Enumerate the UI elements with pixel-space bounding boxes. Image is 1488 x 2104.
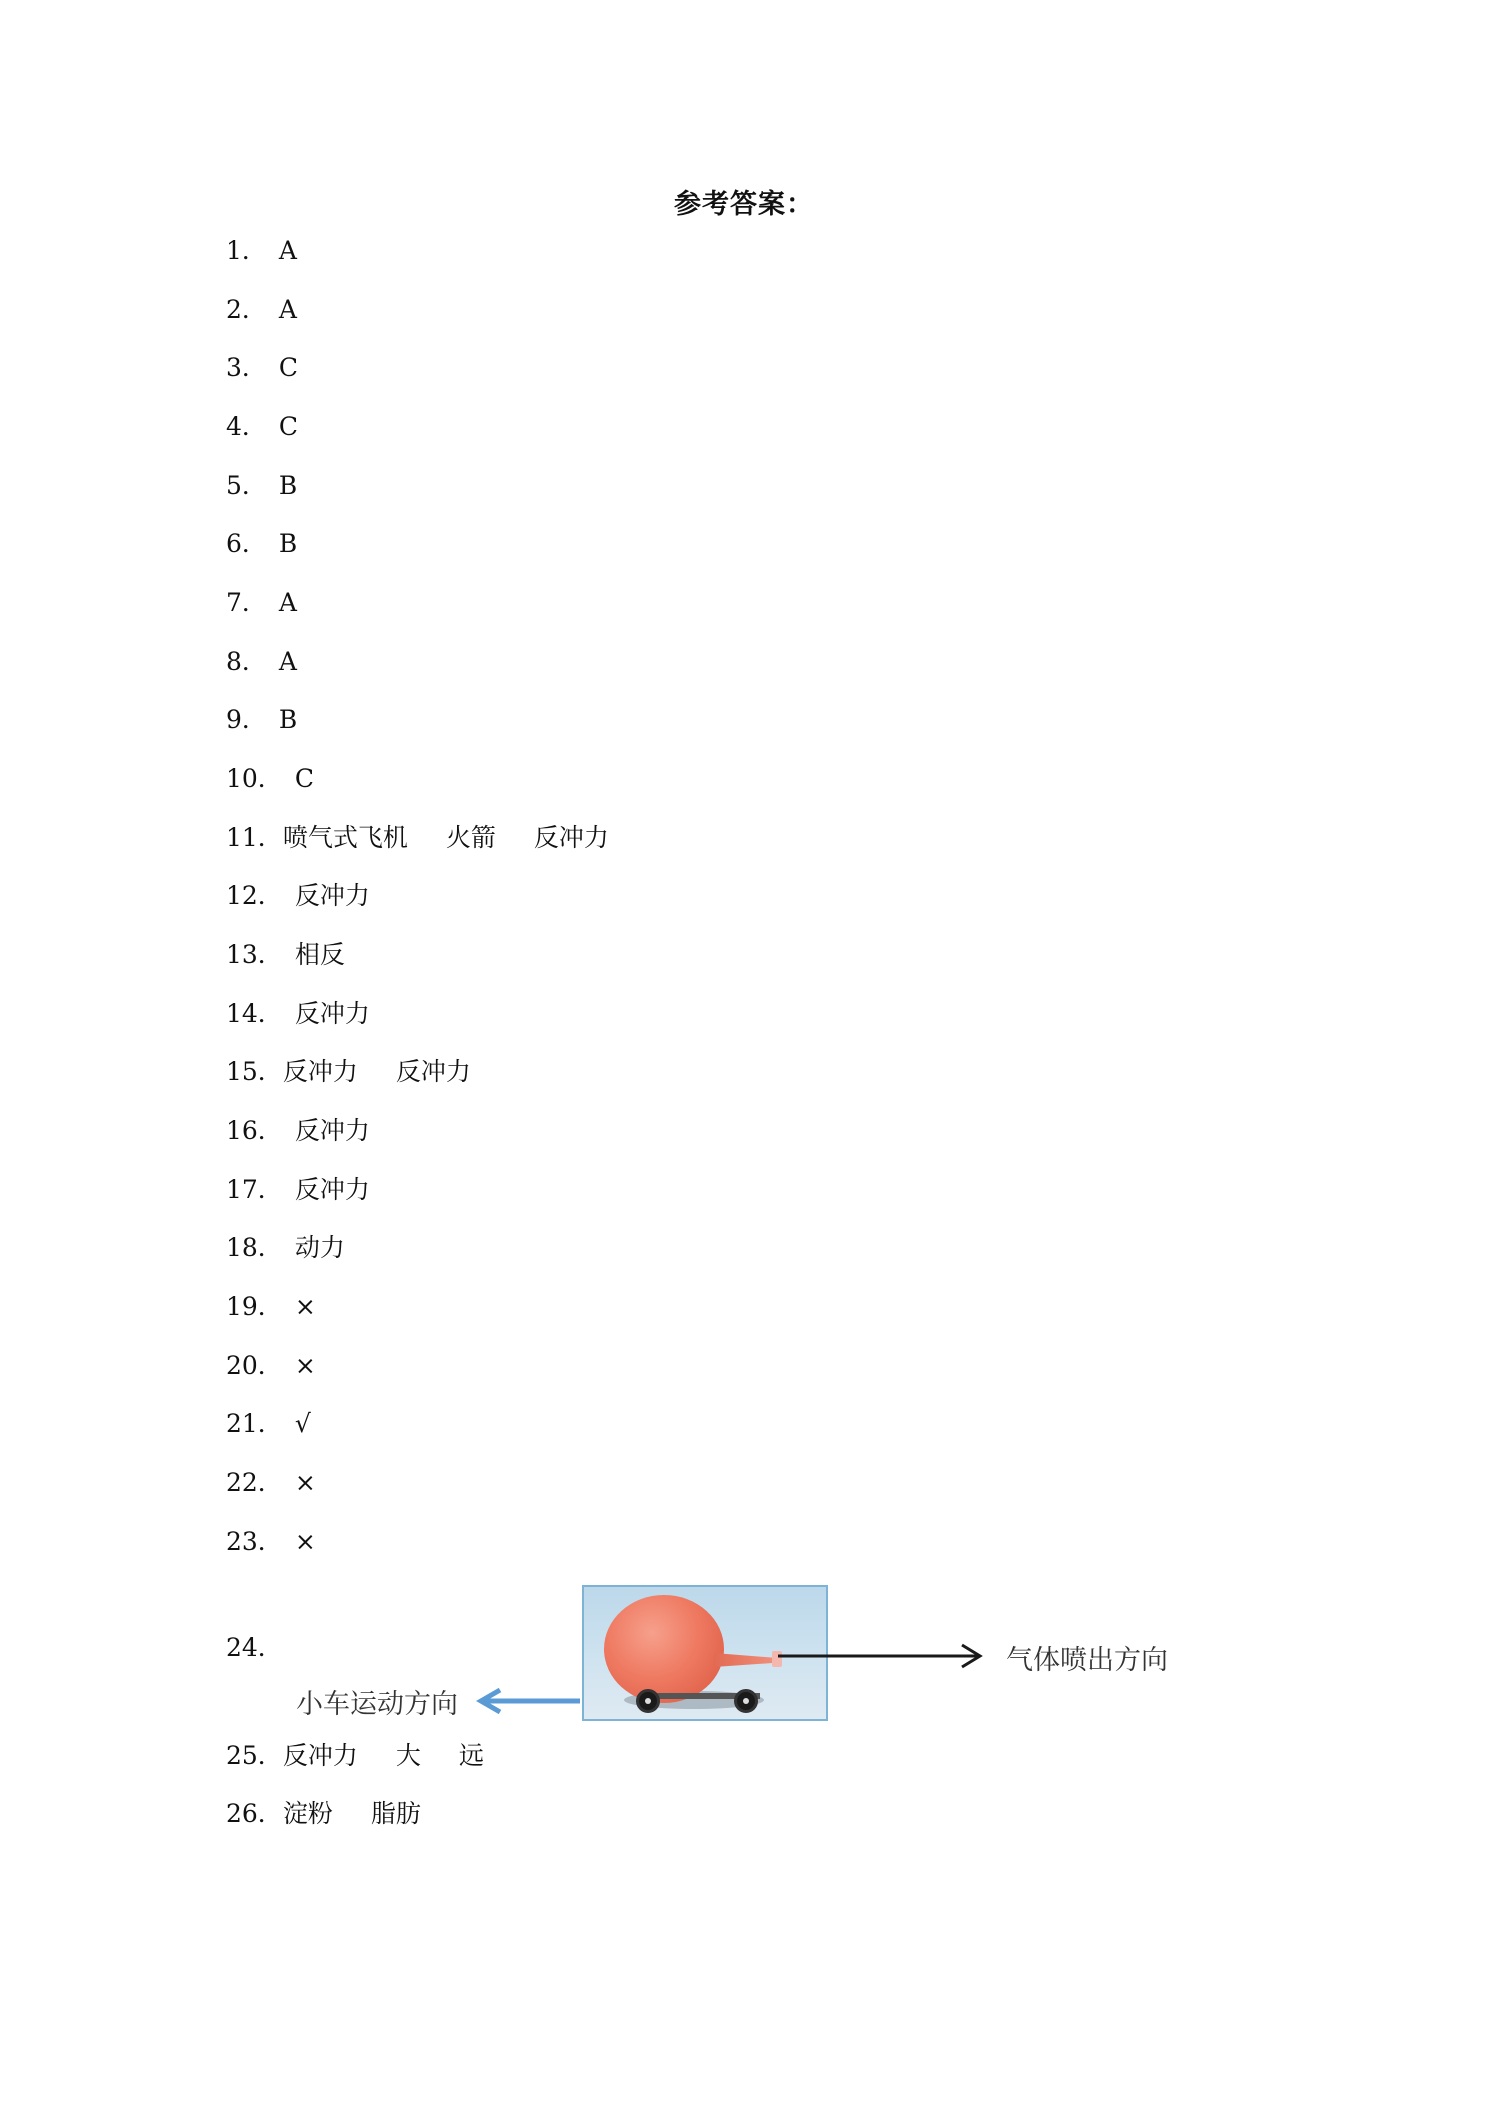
answer-value: A bbox=[278, 236, 297, 265]
balloon bbox=[604, 1595, 724, 1703]
page-title: 参考答案： bbox=[674, 189, 814, 220]
answer-item bbox=[226, 1798, 421, 1830]
balloon-nozzle bbox=[772, 1651, 782, 1667]
answer-value: B bbox=[278, 705, 298, 734]
answer-value: 反冲力 bbox=[294, 999, 370, 1028]
answer-item bbox=[226, 528, 297, 560]
answer-value: B bbox=[278, 471, 298, 500]
answer-value: 相反 bbox=[294, 940, 345, 969]
answer-value: C bbox=[278, 353, 299, 382]
answer-value: B bbox=[278, 529, 298, 558]
answer-number: 1． bbox=[226, 236, 267, 265]
answer-number: 25． bbox=[226, 1741, 283, 1770]
answer-item bbox=[226, 763, 314, 795]
answer-value: × bbox=[294, 1527, 316, 1556]
answer-number: 26． bbox=[226, 1799, 283, 1828]
car-direction-label: 小车运动方向 bbox=[296, 1689, 458, 1720]
answer-item bbox=[226, 880, 370, 912]
answer-number: 16． bbox=[226, 1116, 283, 1145]
answer-number: 15． bbox=[226, 1057, 283, 1086]
answer-number: 20． bbox=[226, 1351, 283, 1380]
answer-number: 24． bbox=[226, 1633, 283, 1662]
answer-blank: 喷气式飞机 bbox=[282, 823, 408, 852]
answer-item bbox=[226, 1408, 311, 1440]
answer-item bbox=[226, 294, 297, 326]
answer-value: 动力 bbox=[294, 1233, 345, 1262]
answer-number: 4． bbox=[226, 412, 267, 441]
answer-item bbox=[226, 822, 609, 854]
answer-item bbox=[226, 704, 297, 736]
answer-item bbox=[226, 1291, 316, 1323]
answer-item bbox=[226, 1115, 370, 1147]
answer-value: × bbox=[294, 1468, 316, 1497]
answer-value: √ bbox=[294, 1409, 311, 1438]
answer-value: A bbox=[278, 588, 297, 617]
answer-item bbox=[226, 470, 297, 502]
answer-value: A bbox=[278, 295, 297, 324]
answer-value: × bbox=[294, 1351, 316, 1380]
answer-blank: 反冲力 bbox=[533, 823, 609, 852]
answer-number: 12． bbox=[226, 881, 283, 910]
balloon-neck bbox=[714, 1653, 776, 1667]
answer-item bbox=[226, 1232, 345, 1264]
answer-item bbox=[226, 1174, 370, 1206]
answer-blank: 反冲力 bbox=[282, 1057, 358, 1086]
answer-number: 14． bbox=[226, 999, 283, 1028]
answer-value: 反冲力 bbox=[294, 881, 370, 910]
answer-blank: 脂肪 bbox=[370, 1799, 421, 1828]
answer-item bbox=[226, 235, 297, 267]
answer-item bbox=[226, 1740, 484, 1772]
answer-value: A bbox=[278, 647, 297, 676]
answer-number: 11． bbox=[226, 823, 283, 852]
answer-number: 18． bbox=[226, 1233, 283, 1262]
answer-item bbox=[226, 587, 297, 619]
answer-blank: 火箭 bbox=[445, 823, 496, 852]
answer-number: 22． bbox=[226, 1468, 283, 1497]
answer-number: 2． bbox=[226, 295, 267, 324]
answer-item bbox=[226, 1350, 316, 1382]
answer-item bbox=[226, 939, 345, 971]
answer-number: 5． bbox=[226, 471, 267, 500]
car-wheel bbox=[636, 1689, 660, 1713]
answer-value: C bbox=[278, 412, 299, 441]
answer-item bbox=[226, 352, 298, 384]
balloon-car-image bbox=[582, 1585, 828, 1721]
answer-number: 7． bbox=[226, 588, 267, 617]
answer-item bbox=[226, 1526, 316, 1558]
answer-item bbox=[226, 998, 370, 1030]
answer-number: 23． bbox=[226, 1527, 283, 1556]
answer-value: × bbox=[294, 1292, 316, 1321]
gas-direction-label: 气体喷出方向 bbox=[1006, 1645, 1168, 1676]
answer-blank: 大 bbox=[395, 1741, 421, 1770]
answer-number: 19． bbox=[226, 1292, 283, 1321]
answer-item bbox=[226, 1467, 316, 1499]
answer-value: 反冲力 bbox=[294, 1175, 370, 1204]
answer-number: 13． bbox=[226, 940, 283, 969]
answer-blank: 反冲力 bbox=[395, 1057, 471, 1086]
answer-item bbox=[226, 411, 298, 443]
answer-number: 17． bbox=[226, 1175, 283, 1204]
car-direction-arrow bbox=[481, 1690, 580, 1712]
answer-item bbox=[226, 646, 297, 678]
answer-value: 反冲力 bbox=[294, 1116, 370, 1145]
answer-value: C bbox=[294, 764, 314, 793]
answer-number: 10． bbox=[226, 764, 283, 793]
answer-number: 6． bbox=[226, 529, 267, 558]
answer-number: 8． bbox=[226, 647, 267, 676]
car-wheel bbox=[734, 1689, 758, 1713]
answer-number: 3． bbox=[226, 353, 267, 382]
answer-number: 21． bbox=[226, 1409, 283, 1438]
answer-blank: 反冲力 bbox=[282, 1741, 358, 1770]
answer-blank: 淀粉 bbox=[282, 1799, 333, 1828]
answer-number: 9． bbox=[226, 705, 267, 734]
answer-blank: 远 bbox=[458, 1741, 484, 1770]
answer-item bbox=[226, 1056, 471, 1088]
answer-item bbox=[226, 1632, 283, 1664]
